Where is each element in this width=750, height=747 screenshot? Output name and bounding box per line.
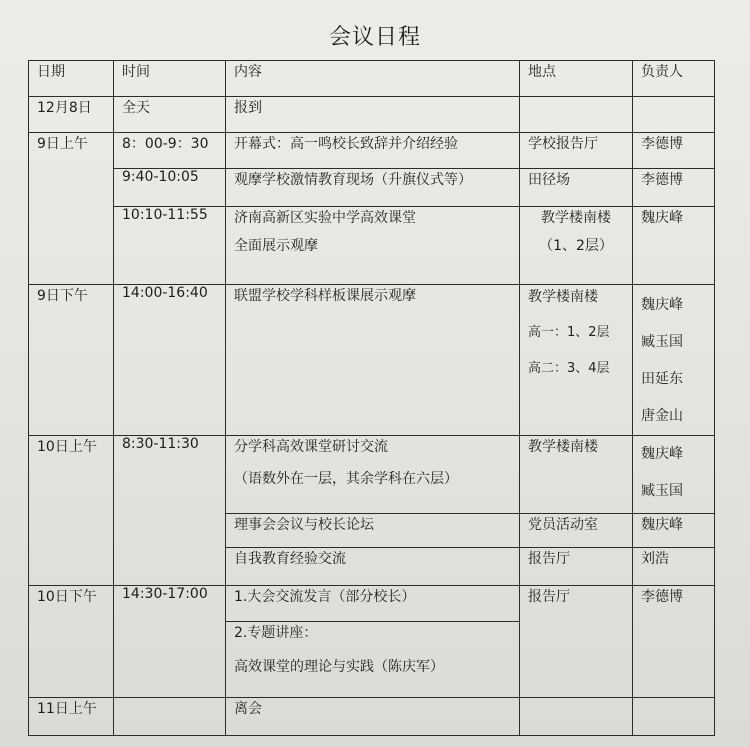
content-line: 分学科高效课堂研讨交流 [234,439,388,455]
table-row [29,133,715,169]
content-line: 2.专题讲座： [234,625,318,641]
content-line: 济南高新区实验中学高效课堂 [234,210,416,226]
content-line: （语数外在一层，其余学科在六层） [234,471,458,487]
cell-content [226,622,520,698]
cell-owner: 魏庆峰 [633,514,715,548]
place-line: 教学楼南楼 [541,210,611,226]
owner-line: 魏庆峰 [641,446,683,462]
cell-date: 10日上午 [29,436,114,586]
table-row [29,207,715,285]
table-row [29,586,715,622]
cell-place: 报告厅 [520,548,633,586]
cell-time: 14:30-17:00 [114,586,226,698]
place-line: 高一：1、2层 [528,325,610,340]
place-line: （1、2层） [539,238,613,254]
cell-content: 联盟学校学科样板课展示观摩 [226,285,520,436]
owner-line: 魏庆峰 [641,297,683,313]
place-line: 教学楼南楼 [528,289,598,305]
header-date: 日期 [29,61,114,97]
owner-line: 臧玉国 [641,334,683,350]
cell-date: 9日上午 [29,133,114,285]
cell-place: 田径场 [520,169,633,207]
cell-date: 10日下午 [29,586,114,698]
cell-time: 全天 [114,97,226,133]
cell-content: 1.大会交流发言（部分校长） [226,586,520,622]
cell-place: 报告厅 [520,586,633,698]
owner-line: 臧玉国 [641,483,683,499]
schedule-table [28,60,715,736]
cell-place: 学校报告厅 [520,133,633,169]
cell-owner: 李德博 [633,169,715,207]
table-row [29,169,715,207]
cell-place [520,285,633,436]
cell-owner [633,436,715,514]
cell-owner: 李德博 [633,586,715,698]
cell-owner: 李德博 [633,133,715,169]
cell-content: 报到 [226,97,520,133]
content-line: 全面展示观摩 [234,238,318,254]
header-place: 地点 [520,61,633,97]
header-time: 时间 [114,61,226,97]
table-row [29,285,715,436]
owner-line: 田延东 [641,371,683,387]
cell-date: 9日下午 [29,285,114,436]
cell-owner [633,285,715,436]
table-row [29,97,715,133]
place-line: 高二：3、4层 [528,361,610,376]
cell-content: 理事会会议与校长论坛 [226,514,520,548]
header-owner: 负责人 [633,61,715,97]
table-row [29,698,715,736]
header-content: 内容 [226,61,520,97]
cell-content: 自我教育经验交流 [226,548,520,586]
cell-date: 12月8日 [29,97,114,133]
content-line: 高效课堂的理论与实践（陈庆军） [234,659,444,675]
cell-time: 8:30-11:30 [114,436,226,586]
cell-content: 离会 [226,698,520,736]
owner-line: 唐金山 [641,408,683,424]
cell-place: 党员活动室 [520,514,633,548]
cell-time [114,698,226,736]
cell-time: 14:00-16:40 [114,285,226,436]
cell-owner [633,698,715,736]
page-title: 会议日程 [328,25,421,50]
table-row [29,436,715,514]
cell-time: 9:40-10:05 [114,169,226,207]
table-header-row [29,61,715,97]
cell-place [520,207,633,285]
cell-place [520,698,633,736]
cell-place: 教学楼南楼 [520,436,633,514]
cell-owner: 刘浩 [633,548,715,586]
cell-time: 8：00-9：30 [114,133,226,169]
cell-content [226,436,520,514]
cell-content [226,207,520,285]
cell-place [520,97,633,133]
cell-content: 观摩学校激情教育现场（升旗仪式等） [226,169,520,207]
cell-content: 开幕式：高一鸣校长致辞并介绍经验 [226,133,520,169]
cell-date: 11日上午 [29,698,114,736]
cell-owner [633,97,715,133]
cell-owner: 魏庆峰 [633,207,715,285]
cell-time: 10:10-11:55 [114,207,226,285]
